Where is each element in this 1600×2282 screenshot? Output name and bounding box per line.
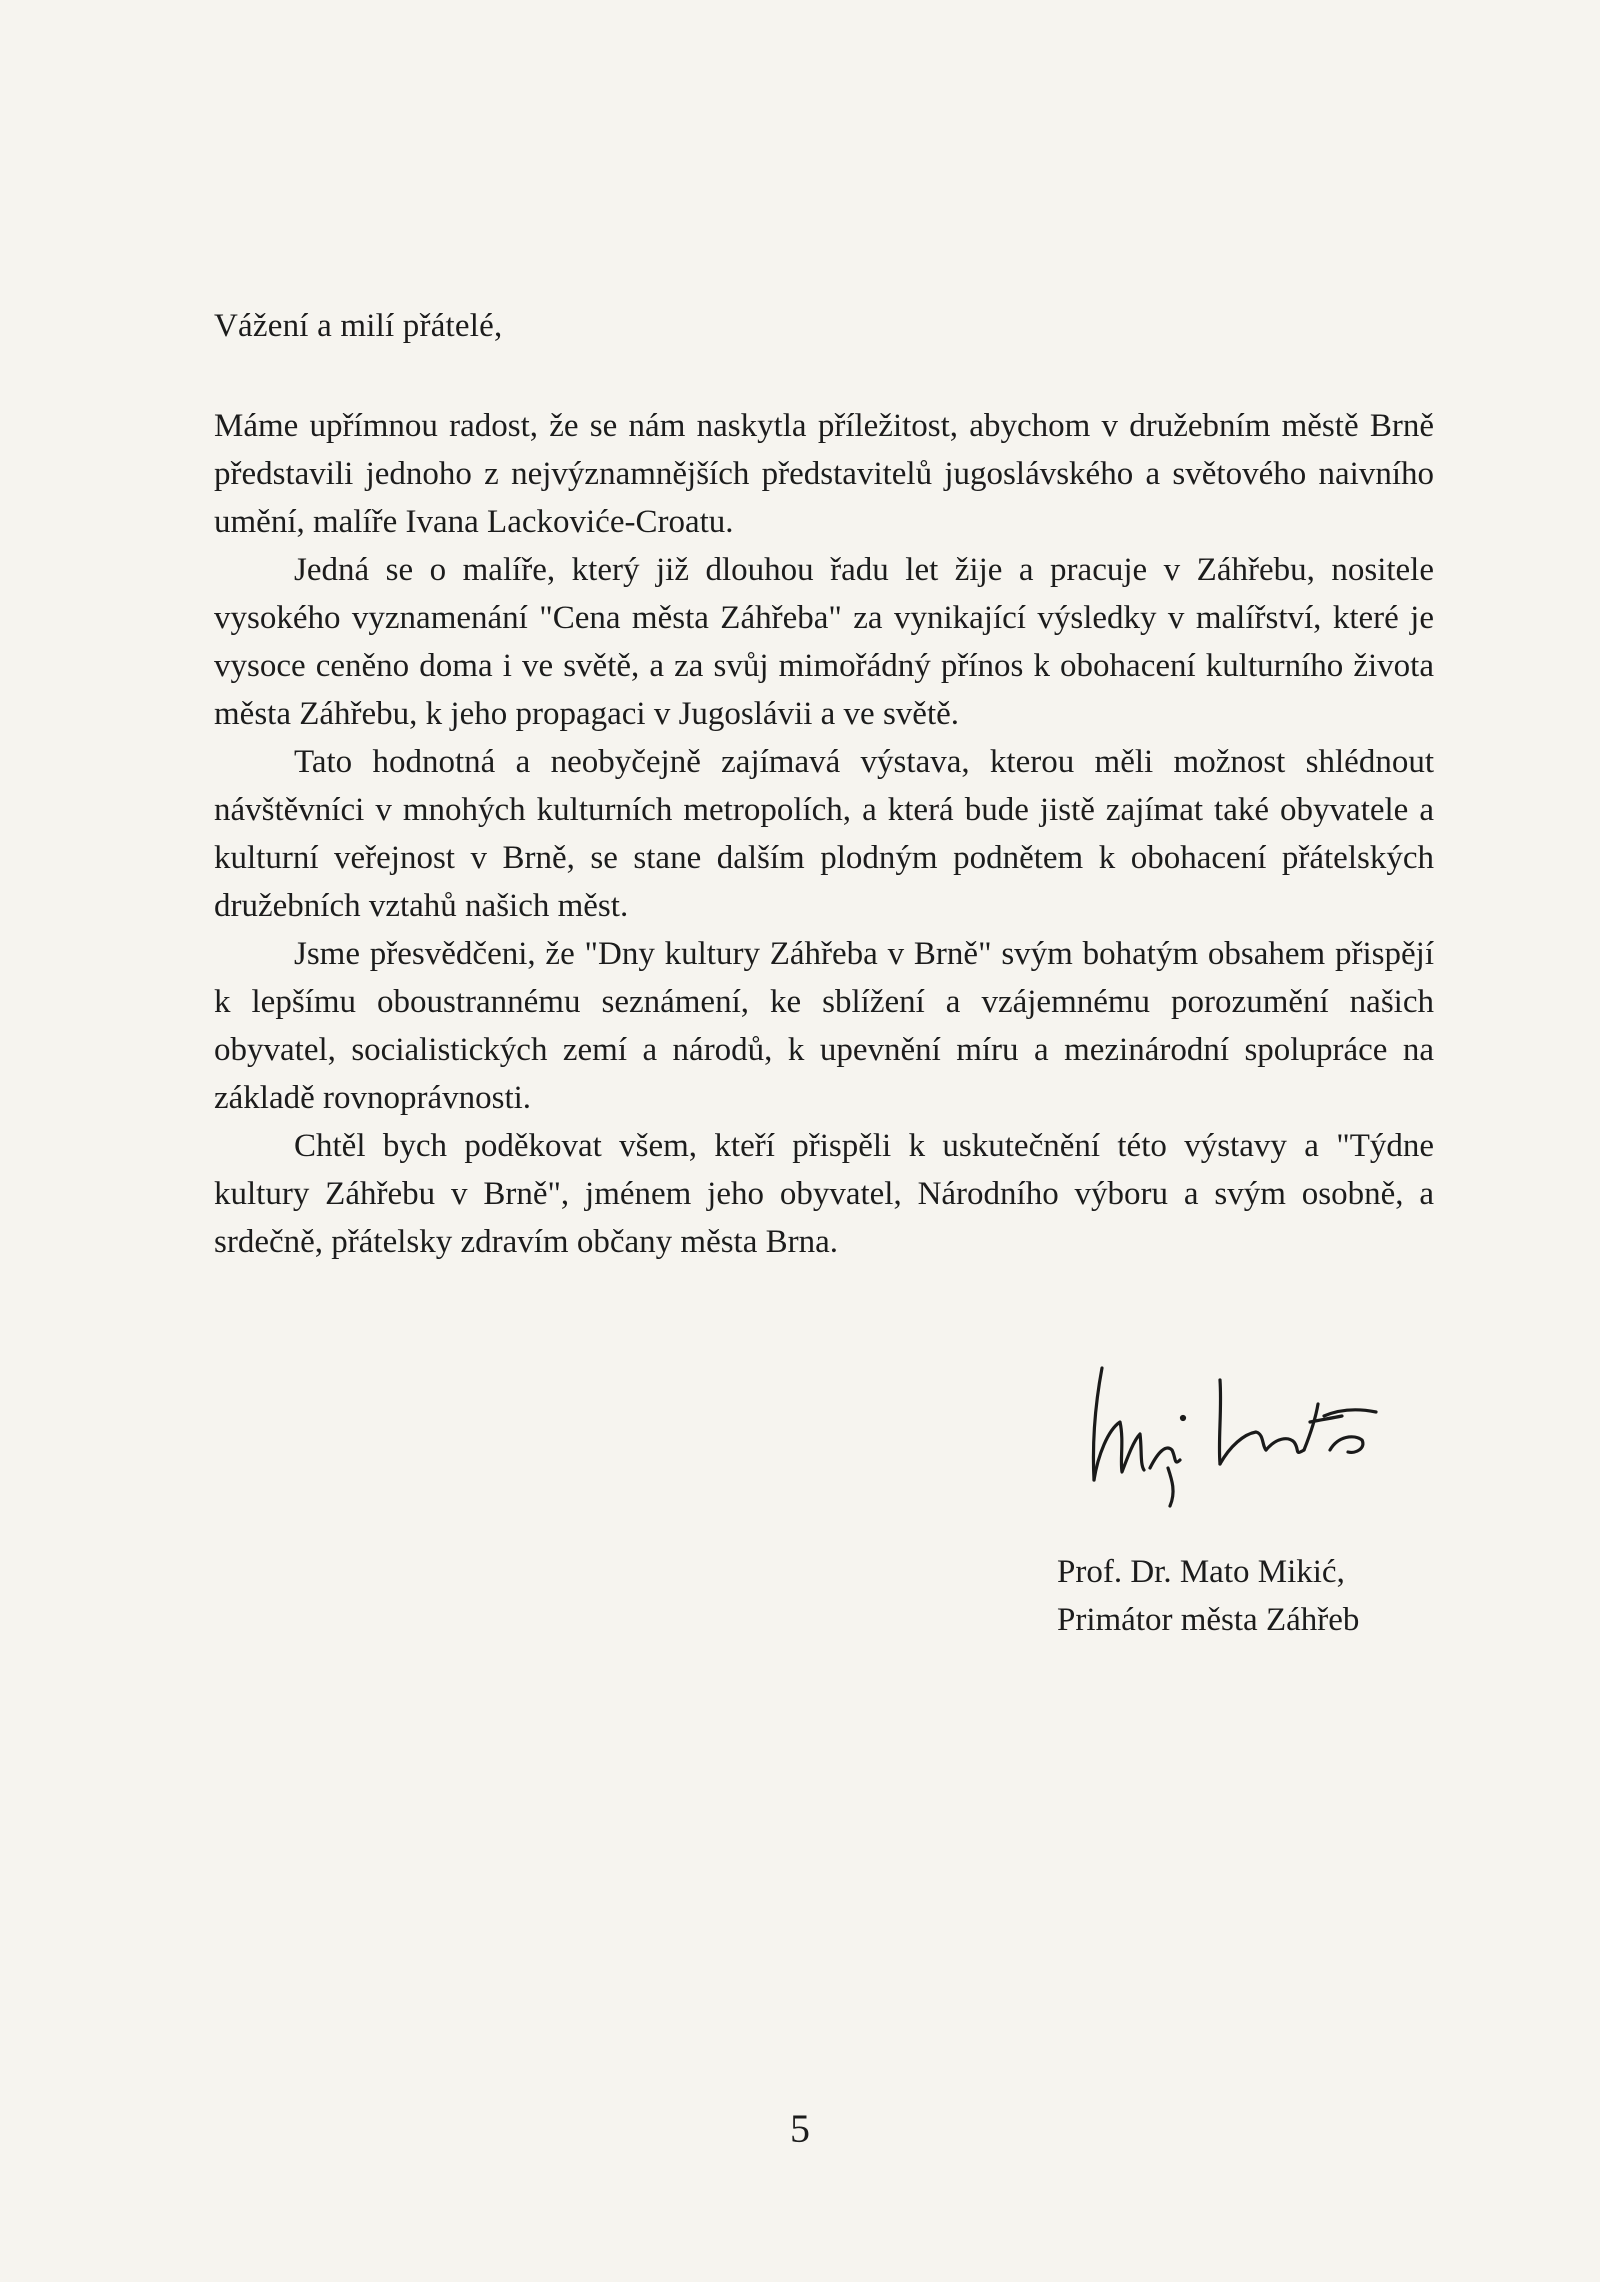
greeting: Vážení a milí přátelé, — [214, 308, 503, 344]
letter-body — [214, 402, 1434, 1266]
paragraph-1: Máme upřímnou radost, že se nám naskytla příležitost, abychom v družebním městě Brně představili jednoho z nejvýznamnějších představitelů jugoslávského a světového naivního umění, malíře Ivana Lackoviće-Croatu. — [214, 408, 1434, 540]
paragraph-3: Tato hodnotná a neobyčejně zajímavá výstava, kterou měli možnost shlédnout návštěvníci v mnohých kulturních metropolích, a která bude jistě zajímat také obyvatele a kulturní veřejnost v Brně, se stane dalším plodným podnětem k obohacení přátelských družebních vztahů našich měst. — [214, 744, 1434, 924]
signer-title: Primátor města Záhřeb — [1057, 1602, 1360, 1638]
paragraph-5: Chtěl bych poděkovat všem, kteří přispěli k uskutečnění této výstavy a "Týdne kultury Záhřebu v Brně", jménem jeho obyvatel, Národního výboru a svým osobně, a srdečně, přátelsky zdravím občany města Brna. — [214, 1128, 1434, 1260]
paragraph-4: Jsme přesvědčeni, že "Dny kultury Záhřeba v Brně" svým bohatým obsahem přispějí k lepšímu oboustrannému seznámení, ke sblížení a vzájemnému porozumění našich obyvatel, socialistických zemí a národů, k upevnění míru a mezinárodní spolupráce na základě rovnoprávnosti. — [214, 936, 1434, 1116]
signer-block — [1057, 1548, 1359, 1644]
paragraph-2: Jedná se o malíře, který již dlouhou řadu let žije a pracuje v Záhřebu, nositele vysokého vyznamenání "Cena města Záhřeba" za vynikající výsledky v malířství, které je vysoce ceněno doma i ve světě, a za svůj mimořádný přínos k obohacení kulturního života města Záhřebu, k jeho propagaci v Jugoslávii a ve světě. — [214, 552, 1434, 732]
signer-name: Prof. Dr. Mato Mikić, — [1057, 1554, 1345, 1590]
handwritten-signature — [1080, 1360, 1440, 1510]
page-number: 5 — [790, 2106, 810, 2151]
